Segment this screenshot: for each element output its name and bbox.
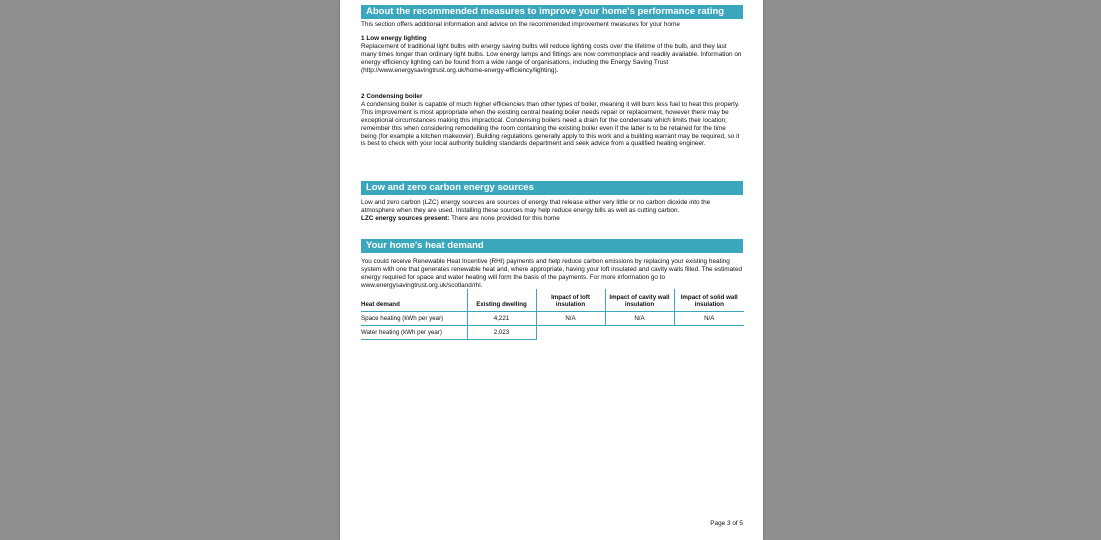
table-cell	[674, 326, 744, 340]
table-header-cell: Impact of loft insulation	[536, 289, 605, 312]
lzc-body: Low and zero carbon (LZC) energy sources are sources of energy that release either very little or no carbon dioxide into the atmosphere when they are used. Installing these sources may help reduce energy bills as well as cutting carbon.	[361, 199, 711, 214]
lzc-section	[361, 199, 743, 223]
section-heading-recommended: About the recommended measures to improve your home's performance rating	[361, 5, 743, 19]
measure-title: 1 Low energy lighting	[361, 35, 427, 42]
measure-body: A condensing boiler is capable of much higher efficiencies than other types of boiler, meaning it will burn less fuel to heat this property. This improvement is most appropriate when the existing central heating boiler needs repair or replacement, however there may be exceptional circumstances making this impractical. Condensing boilers need a drain for the condensate which limits their location; remember this when considering remodelling the room containing the existing boiler even if the latter is to be retained for the time being (for example a kitchen makeover). Building regulations generally apply to this work and a building warrant may be required, so it is best to check with your local authority building standards department and seek advice from a qualified heating engineer.	[361, 100, 740, 148]
document-page	[340, 0, 763, 540]
page-number: Page 3 of 5	[710, 520, 743, 527]
table-cell: 4,221	[467, 312, 536, 326]
lzc-present	[361, 215, 743, 223]
table-header-cell: Impact of solid wall insulation	[674, 289, 744, 312]
section-heading-lzc: Low and zero carbon energy sources	[361, 181, 743, 195]
table-cell: Space heating (kWh per year)	[361, 312, 467, 326]
table-row	[361, 326, 744, 340]
heat-body: You could receive Renewable Heat Incentive (RHI) payments and help reduce carbon emissions by replacing your existing heating system with one that generates renewable heat and, where appropriate, having your loft insulated and cavity walls filled. The estimated energy required for space and water heating will form the basis of the payments. For more information go to www.energysavingtrust.org.uk/scotland/rhi.	[361, 258, 743, 289]
table-cell	[536, 326, 605, 340]
table-cell: N/A	[605, 312, 674, 326]
measure-condensing-boiler	[361, 93, 743, 148]
lzc-present-value: There are none provided for this home	[451, 214, 560, 222]
table-cell: Water heating (kWh per year)	[361, 326, 467, 340]
table-cell: N/A	[674, 312, 744, 326]
lzc-present-label: LZC energy sources present:	[361, 214, 450, 222]
measure-body: Replacement of traditional light bulbs with energy saving bulbs will reduce lighting costs over the lifetime of the bulb, and they last many times longer than ordinary light bulbs. Low energy lamps and fittings are now commonplace and readily available. Information on energy efficiency lighting can be found from a wide range of organisations, including the Energy Saving Trust (http://www.energysavingtrust.org.uk/home-energy-efficiency/lighting).	[361, 42, 742, 74]
table-header-cell: Existing dwelling	[467, 289, 536, 312]
section-heading-heat-demand: Your home's heat demand	[361, 239, 743, 253]
table-row	[361, 312, 744, 326]
table-header-cell: Impact of cavity wall insulation	[605, 289, 674, 312]
table-header-cell: Heat demand	[361, 289, 467, 312]
table-cell: N/A	[536, 312, 605, 326]
table-cell: 2,023	[467, 326, 536, 340]
table-header-row	[361, 289, 744, 312]
measure-title: 2 Condensing boiler	[361, 93, 423, 100]
recommended-intro: This section offers additional information and advice on the recommended improvement measures for your home	[361, 21, 680, 28]
measure-low-energy-lighting	[361, 35, 743, 75]
table-cell	[605, 326, 674, 340]
heat-demand-table	[361, 289, 744, 340]
